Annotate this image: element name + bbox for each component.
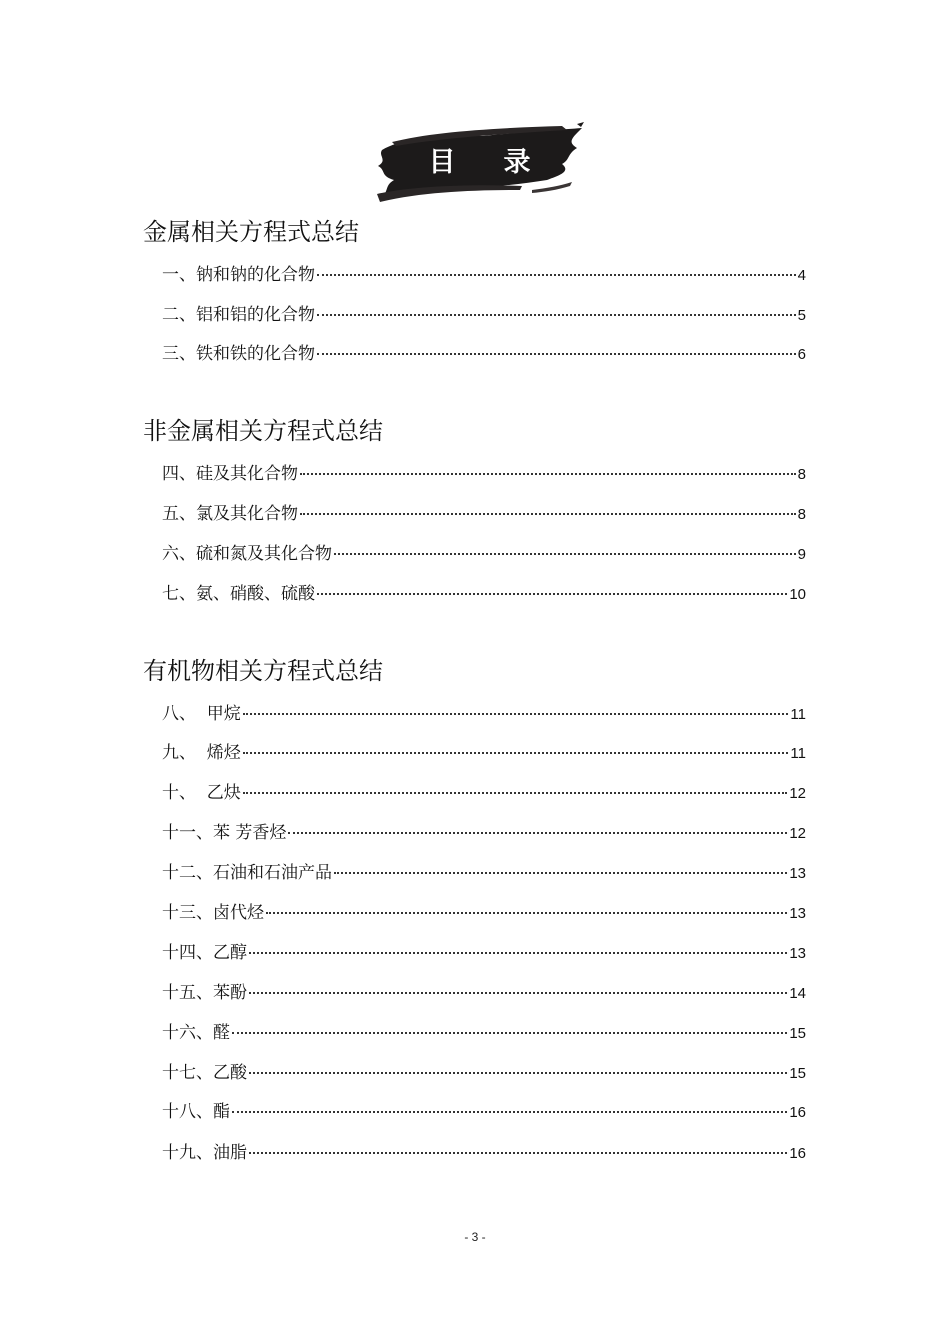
dot-leader	[266, 912, 787, 914]
toc-entry[interactable]	[162, 542, 806, 566]
toc-entry-label: 十五、苯酚	[162, 983, 247, 1003]
toc-entry-page: 4	[797, 267, 806, 284]
toc-entry[interactable]	[162, 263, 806, 287]
dot-leader	[249, 952, 787, 954]
dot-leader	[334, 553, 796, 555]
toc-entry-label: 九、 烯烃	[162, 743, 241, 763]
toc-title	[372, 134, 587, 184]
toc-entry-page: 12	[789, 825, 806, 842]
dot-leader	[317, 314, 796, 316]
toc-entry[interactable]	[162, 1061, 806, 1085]
toc-title-char-1: 目	[428, 146, 456, 178]
toc-entry-page: 9	[797, 546, 806, 563]
dot-leader	[300, 513, 796, 515]
toc-entry-page: 5	[797, 307, 806, 324]
toc-entry-page: 15	[789, 1065, 806, 1082]
toc-entry-label: 十六、醛	[162, 1023, 230, 1043]
toc-entry-label: 八、 甲烷	[162, 704, 241, 724]
toc-entry-label: 十九、油脂	[162, 1143, 247, 1163]
toc-entry-page: 11	[790, 745, 806, 762]
toc-entry-label: 十四、乙醇	[162, 943, 247, 963]
section-heading-organics: 有机物相关方程式总结	[143, 657, 383, 685]
toc-entry[interactable]	[162, 582, 806, 606]
toc-entry-label: 七、氨、硝酸、硫酸	[162, 584, 315, 604]
dot-leader	[232, 1111, 787, 1113]
toc-title-char-2: 录	[503, 146, 531, 178]
section-heading-metals: 金属相关方程式总结	[143, 218, 359, 246]
toc-entry[interactable]	[162, 342, 806, 366]
toc-entry-page: 12	[789, 785, 806, 802]
dot-leader	[300, 473, 796, 475]
toc-entry-label: 六、硫和氮及其化合物	[162, 544, 332, 564]
toc-entry[interactable]	[162, 901, 806, 925]
toc-entry-label: 十七、乙酸	[162, 1063, 247, 1083]
toc-entry-page: 13	[789, 865, 806, 882]
dot-leader	[243, 752, 789, 754]
dot-leader	[317, 593, 787, 595]
toc-entry-label: 十、 乙炔	[162, 783, 241, 803]
toc-entry[interactable]	[162, 303, 806, 327]
toc-title-banner	[372, 120, 587, 206]
toc-entry-label: 三、铁和铁的化合物	[162, 344, 315, 364]
toc-entry-page: 10	[789, 586, 806, 603]
toc-entry[interactable]	[162, 502, 806, 526]
toc-entry[interactable]	[162, 462, 806, 486]
toc-entry-page: 8	[797, 466, 806, 483]
toc-entry[interactable]	[162, 941, 806, 965]
dot-leader	[317, 353, 796, 355]
toc-entry-page: 8	[797, 506, 806, 523]
toc-entry[interactable]	[162, 1021, 806, 1045]
toc-entry[interactable]	[162, 1141, 806, 1165]
toc-entry-page: 13	[789, 905, 806, 922]
page-number: - 3 -	[464, 1230, 486, 1244]
toc-entry-page: 6	[797, 346, 806, 363]
dot-leader	[249, 1072, 787, 1074]
toc-entry[interactable]	[162, 781, 806, 805]
toc-entry-label: 十二、石油和石油产品	[162, 863, 332, 883]
dot-leader	[288, 832, 787, 834]
section-heading-nonmetals: 非金属相关方程式总结	[143, 417, 383, 445]
toc-entry-page: 16	[789, 1104, 806, 1121]
dot-leader	[249, 992, 787, 994]
toc-entry-page: 11	[790, 706, 806, 723]
toc-entry-label: 四、硅及其化合物	[162, 464, 298, 484]
toc-entry-label: 十八、酯	[162, 1102, 230, 1122]
toc-entry-page: 16	[789, 1145, 806, 1162]
toc-entry[interactable]	[162, 1100, 806, 1124]
dot-leader	[232, 1032, 787, 1034]
toc-entry[interactable]	[162, 861, 806, 885]
toc-entry-label: 二、铝和铝的化合物	[162, 305, 315, 325]
dot-leader	[334, 872, 787, 874]
dot-leader	[249, 1152, 787, 1154]
toc-entry-label: 一、钠和钠的化合物	[162, 265, 315, 285]
toc-entry-label: 五、氯及其化合物	[162, 504, 298, 524]
toc-entry-page: 14	[789, 985, 806, 1002]
dot-leader	[243, 792, 788, 794]
dot-leader	[317, 274, 796, 276]
dot-leader	[243, 713, 789, 715]
toc-entry-label: 十一、苯 芳香烃	[162, 823, 287, 843]
toc-entry-page: 15	[789, 1025, 806, 1042]
toc-entry-page: 13	[789, 945, 806, 962]
toc-entry[interactable]	[162, 702, 806, 726]
toc-entry[interactable]	[162, 981, 806, 1005]
toc-entry[interactable]	[162, 821, 806, 845]
toc-entry-label: 十三、卤代烃	[162, 903, 264, 923]
toc-entry[interactable]	[162, 741, 806, 765]
